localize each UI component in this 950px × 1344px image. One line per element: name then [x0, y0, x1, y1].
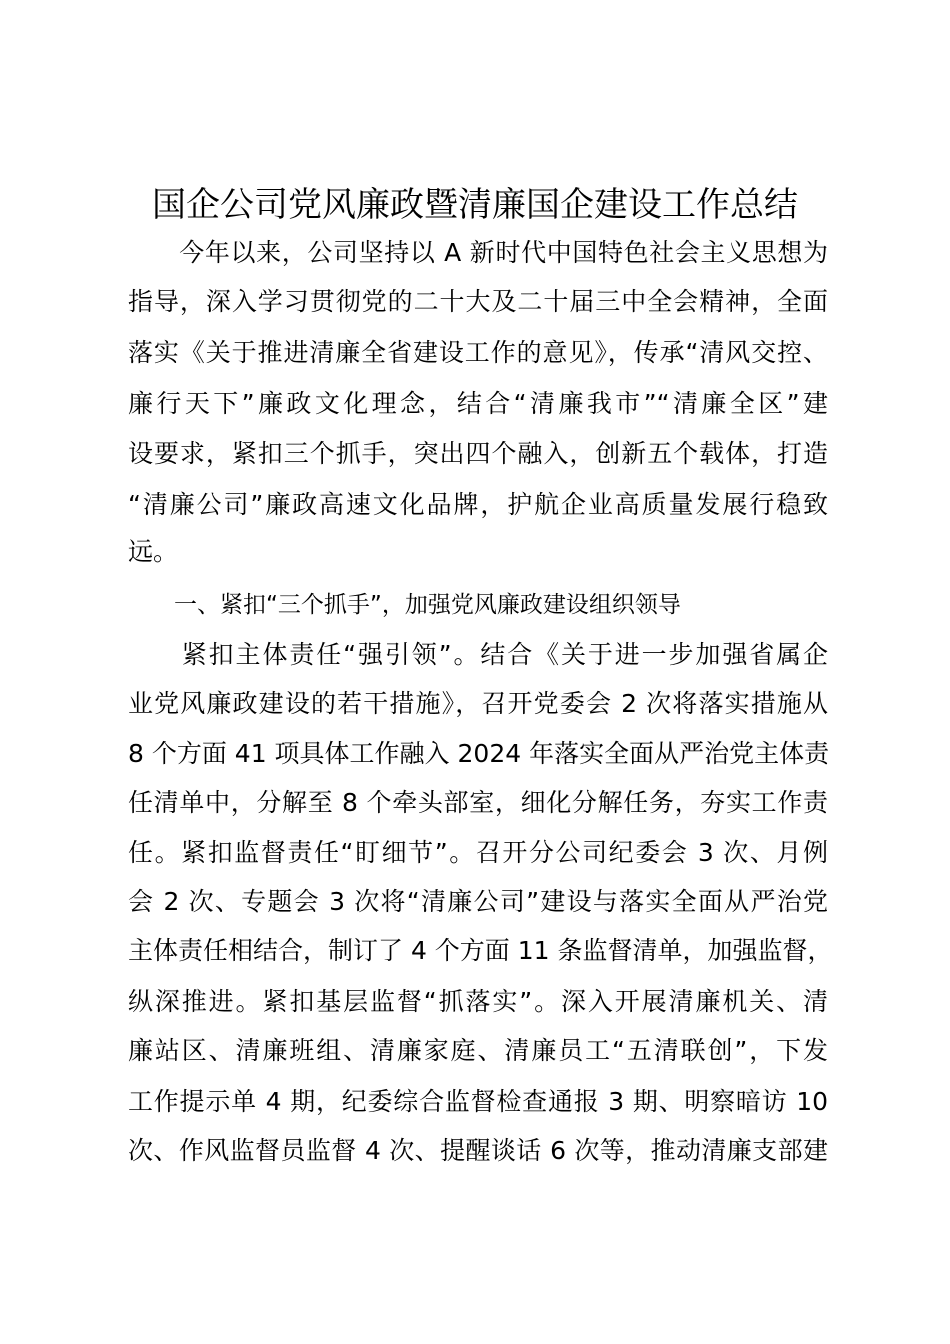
paragraph-line: 主体责任相结合，制订了 4 个方面 11 条监督清单，加强监督，	[128, 936, 833, 965]
document-title: 国企公司党风廉政暨清廉国企建设工作总结	[152, 185, 798, 225]
paragraph-line: 会 2 次、专题会 3 次将“清廉公司”建设与落实全面从严治党	[128, 887, 828, 916]
paragraph-line: 今年以来，公司坚持以 A 新时代中国特色社会主义思想为	[128, 238, 828, 267]
paragraph-line: 业党风廉政建设的若干措施》，召开党委会 2 次将落实措施从	[128, 689, 828, 718]
paragraph-line: 廉行天下”廉政文化理念，结合“清廉我市”“清廉全区”建	[128, 389, 828, 418]
paragraph-line: 落实《关于推进清廉全省建设工作的意见》，传承“清风交控、	[128, 338, 828, 367]
section-heading: 一、紧扣“三个抓手”，加强党风廉政建设组织领导	[128, 592, 681, 618]
paragraph-line: 次、作风监督员监督 4 次、提醒谈话 6 次等，推动清廉支部建	[128, 1136, 828, 1165]
paragraph-line: 纵深推进。紧扣基层监督“抓落实”。深入开展清廉机关、清	[128, 987, 828, 1016]
paragraph-line: 工作提示单 4 期，纪委综合监督检查通报 3 期、明察暗访 10	[128, 1087, 828, 1116]
paragraph-line: 紧扣主体责任“强引领”。结合《关于进一步加强省属企	[128, 640, 828, 669]
paragraph-line: 8 个方面 41 项具体工作融入 2024 年落实全面从严治党主体责	[128, 739, 830, 768]
paragraph-line: 任。紧扣监督责任“盯细节”。召开分公司纪委会 3 次、月例	[128, 838, 828, 867]
paragraph-line: “清廉公司”廉政高速文化品牌，护航企业高质量发展行稳致	[128, 490, 828, 519]
paragraph-line: 任清单中，分解至 8 个牵头部室，细化分解任务，夯实工作责	[128, 788, 828, 817]
paragraph-line: 远。	[128, 537, 179, 566]
paragraph-line: 廉站区、清廉班组、清廉家庭、清廉员工“五清联创”，下发	[128, 1036, 828, 1065]
paragraph-line: 设要求，紧扣三个抓手，突出四个融入，创新五个载体，打造	[128, 439, 828, 468]
paragraph-line: 指导，深入学习贯彻党的二十大及二十届三中全会精神，全面	[128, 287, 828, 316]
